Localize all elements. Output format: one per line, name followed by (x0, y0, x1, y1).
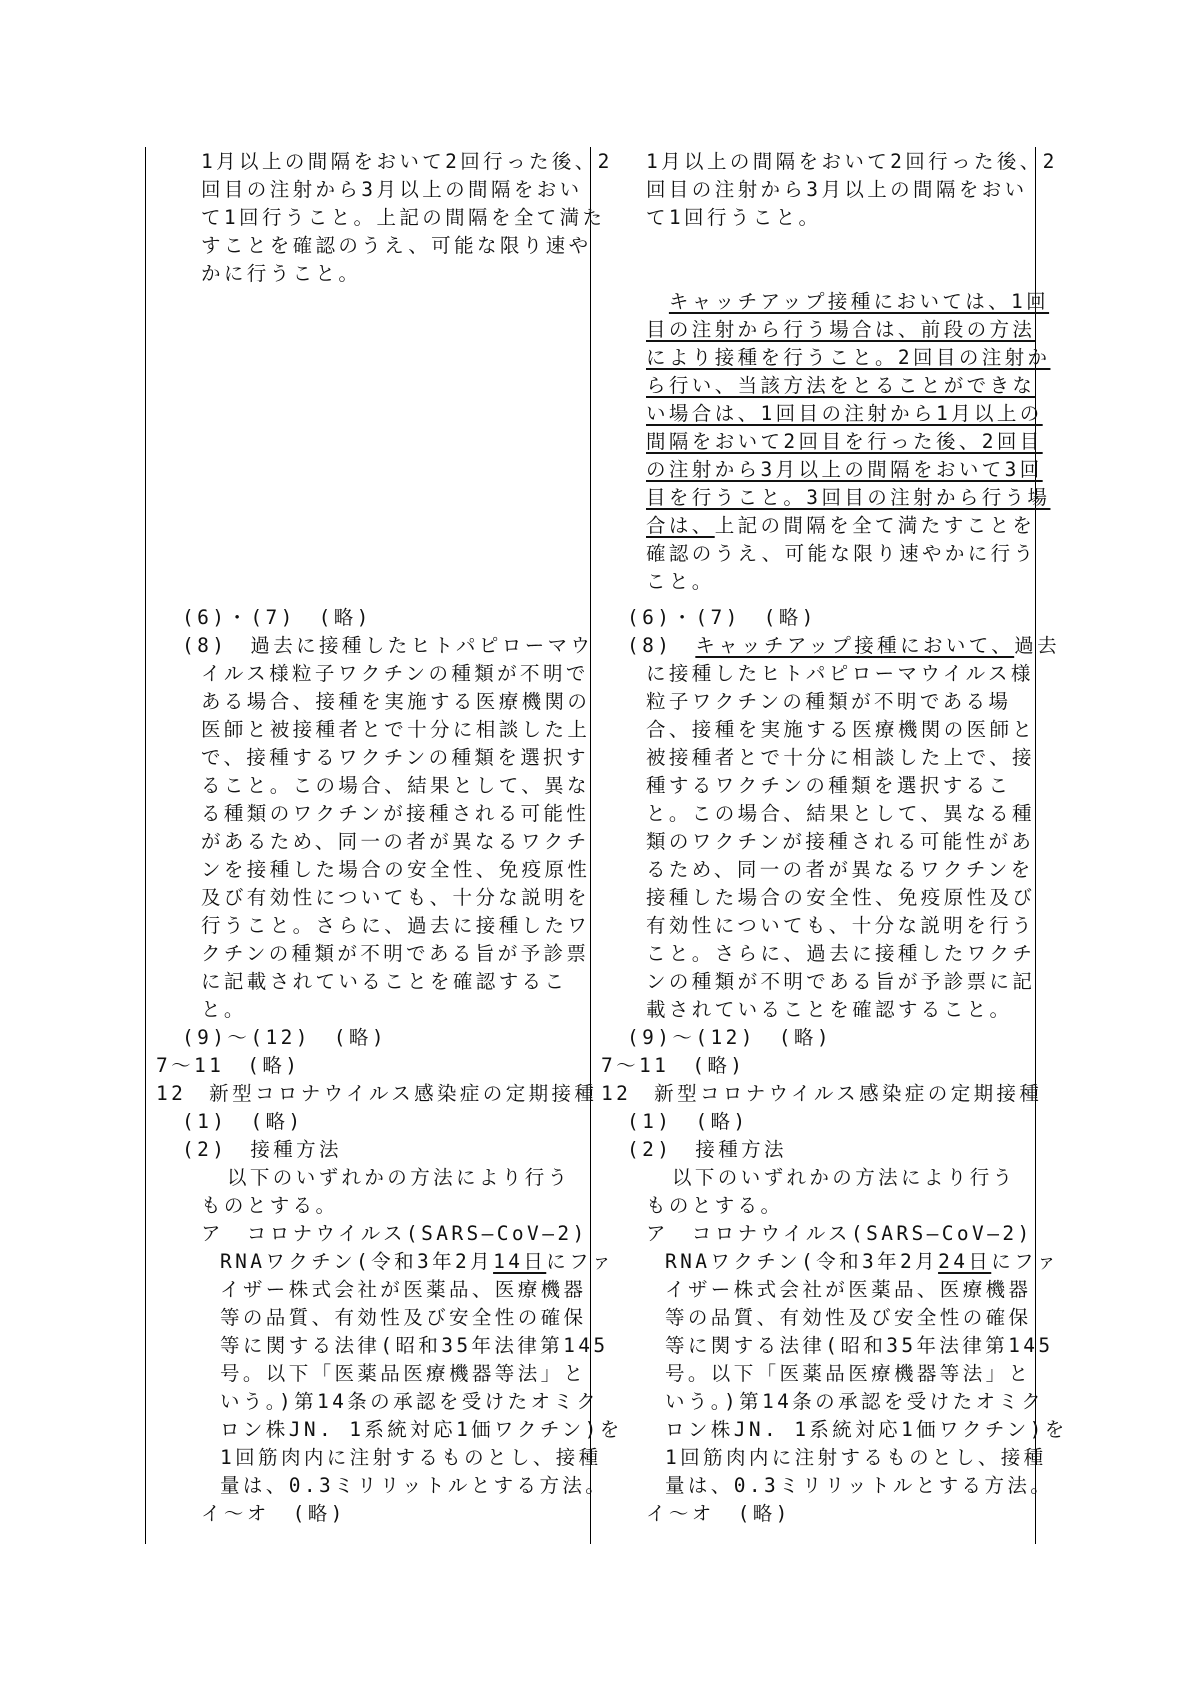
table-left-border (145, 147, 146, 1544)
line-indent (646, 290, 669, 313)
line-text: ア コロナウイルス(SARS—CoV—2) (201, 1222, 588, 1245)
line-text: 等に関する法律(昭和35年法律第145 (665, 1334, 1054, 1357)
text-line (646, 372, 1035, 400)
text-line (646, 1220, 1033, 1248)
text-line (646, 1192, 783, 1220)
underlined-amendment: キャッチアップ接種においては、1回 (668, 290, 1050, 313)
line-text: かに行うこと。 (201, 262, 362, 285)
text-line (601, 1052, 745, 1080)
line-text: ロン株JN. 1系統対応1価ワクチン)を (220, 1418, 623, 1441)
text-line (220, 1444, 602, 1472)
line-text: (9)〜(12) (略) (627, 1026, 832, 1049)
line-text: イザー株式会社が医薬品、医療機器 (665, 1278, 1032, 1301)
text-line (156, 1080, 597, 1108)
text-line (665, 1416, 1068, 1444)
line-text: 行うこと。さらに、過去に接種したワ (201, 914, 591, 937)
text-line (201, 856, 590, 884)
line-text: ること。この場合、結果として、異な (201, 774, 590, 797)
line-text: (6)・(7) (略) (627, 606, 817, 629)
text-line (220, 1360, 586, 1388)
line-text: 等の品質、有効性及び安全性の確保 (665, 1306, 1032, 1329)
text-line (646, 688, 1011, 716)
line-text: 粒子ワクチンの種類が不明である場 (646, 690, 1012, 713)
line-text: に記載されていることを確認するこ (201, 970, 568, 993)
line-text: 1月以上の間隔をおいて2回行った後、2 (646, 150, 1058, 173)
line-text: (1) (略) (182, 1110, 304, 1133)
line-text: 接種した場合の安全性、免疫原性及び (646, 886, 1036, 909)
underlined-amendment: により接種を行うこと。2回目の注射か (646, 346, 1051, 369)
text-line (646, 772, 1011, 800)
text-line (627, 1108, 749, 1136)
line-text: 種するワクチンの種類を選択するこ (646, 774, 1012, 797)
line-text: 量は、0.3ミリリットルとする方法。 (220, 1474, 609, 1497)
line-text: クチンの種類が不明である旨が予診票 (201, 942, 590, 965)
line-text: (9)〜(12) (略) (182, 1026, 387, 1049)
line-text: イルス様粒子ワクチンの種類が不明で (201, 662, 589, 685)
line-text: (2) 接種方法 (627, 1138, 787, 1161)
line-text: 回目の注射から3月以上の間隔をおい (646, 178, 1028, 201)
underlined-amendment: 24日 (938, 1250, 992, 1273)
text-line (646, 884, 1035, 912)
line-text: ものとする。 (201, 1194, 339, 1217)
text-line (601, 1080, 1042, 1108)
line-text: いう。)第14条の承認を受けたオミク (220, 1390, 600, 1413)
underlined-amendment: 目の注射から行う場合は、前段の方法 (646, 318, 1036, 341)
text-line (201, 940, 589, 968)
line-text-after: にファ (546, 1250, 615, 1273)
text-line (665, 1304, 1031, 1332)
text-line (201, 716, 590, 744)
line-text: 等の品質、有効性及び安全性の確保 (220, 1306, 587, 1329)
line-text: ア コロナウイルス(SARS—CoV—2) (646, 1222, 1033, 1245)
text-line (627, 1024, 832, 1052)
line-text: 載されていることを確認すること。 (646, 998, 1013, 1021)
line-text: ンを接種した場合の安全性、免疫原性 (201, 858, 591, 881)
text-line (201, 176, 583, 204)
text-line (646, 484, 1050, 512)
line-text: イザー株式会社が医薬品、医療機器 (220, 1278, 587, 1301)
text-line (227, 1164, 571, 1192)
text-line (665, 1388, 1044, 1416)
text-line (201, 772, 590, 800)
line-text: 1回筋肉内に注射するものとし、接種 (665, 1446, 1047, 1469)
text-line (182, 632, 593, 660)
text-line (646, 940, 1035, 968)
line-text: 確認のうえ、可能な限り速やかに行う (646, 542, 1037, 565)
text-line (627, 632, 1060, 660)
text-line (646, 316, 1035, 344)
line-text: 1月以上の間隔をおいて2回行った後、2 (201, 150, 613, 173)
line-text: る種類のワクチンが接種される可能性 (201, 802, 590, 825)
line-text: 医師と被接種者とで十分に相談した上 (201, 718, 591, 741)
line-text: いう。)第14条の承認を受けたオミク (665, 1390, 1045, 1413)
text-line (220, 1332, 609, 1360)
text-line (646, 800, 1035, 828)
text-line (201, 800, 589, 828)
text-line (201, 148, 613, 176)
line-text: ものとする。 (646, 1194, 784, 1217)
text-line (627, 604, 817, 632)
text-line (201, 660, 589, 688)
line-text: イ〜オ (略) (201, 1502, 346, 1525)
text-line (646, 456, 1043, 484)
line-text: 7〜11 (略) (156, 1054, 301, 1077)
line-text: (2) 接種方法 (182, 1138, 342, 1161)
text-line (646, 540, 1036, 568)
line-text-after: にファ (991, 1250, 1060, 1273)
underlined-amendment: 目を行うこと。3回目の注射から行う場 (646, 486, 1051, 509)
line-text: があるため、同一の者が異なるワクチ (201, 830, 590, 853)
text-line (646, 912, 1035, 940)
line-text: に接種したヒトパピローマウイルス様 (646, 662, 1034, 685)
line-text: 12 新型コロナウイルス感染症の定期接種 (601, 1082, 1043, 1105)
text-line (646, 568, 715, 596)
text-line (220, 1276, 586, 1304)
text-line (182, 604, 372, 632)
underlined-amendment: の注射から3月以上の間隔をおいて3回 (646, 458, 1043, 481)
line-text: 回目の注射から3月以上の間隔をおい (201, 178, 583, 201)
line-text: 1回筋肉内に注射するものとし、接種 (220, 1446, 602, 1469)
text-line (646, 744, 1035, 772)
text-line (201, 204, 605, 232)
line-text: こと。さらに、過去に接種したワクチ (646, 942, 1036, 965)
line-text: 以下のいずれかの方法により行う (227, 1166, 571, 1189)
text-line (201, 744, 589, 772)
line-text: と。この場合、結果として、異なる種 (646, 802, 1035, 825)
line-text: すことを確認のうえ、可能な限り速や (201, 234, 592, 257)
text-line (201, 912, 590, 940)
line-text: 以下のいずれかの方法により行う (672, 1166, 1016, 1189)
line-text: RNAワクチン(令和3年2月 (220, 1250, 494, 1273)
text-line (646, 428, 1043, 456)
text-line (646, 828, 1034, 856)
line-text: (8) (627, 634, 696, 657)
text-line (201, 688, 590, 716)
text-line (672, 1164, 1016, 1192)
text-line (646, 716, 1035, 744)
line-text: 類のワクチンが接種される可能性があ (646, 830, 1035, 853)
text-line (201, 1500, 346, 1528)
text-line (182, 1024, 387, 1052)
text-line (220, 1472, 608, 1500)
line-text: 量は、0.3ミリリットルとする方法。 (665, 1474, 1054, 1497)
line-text: と。 (201, 998, 247, 1021)
line-text: 7〜11 (略) (601, 1054, 746, 1077)
line-text: て1回行うこと。 (646, 206, 822, 229)
line-text: 有効性についても、十分な説明を行う (646, 914, 1035, 937)
text-line (665, 1472, 1053, 1500)
text-line (646, 288, 1049, 316)
underlined-amendment: 間隔をおいて2回目を行った後、2回目 (646, 430, 1043, 453)
text-line (646, 1500, 791, 1528)
text-line (646, 968, 1035, 996)
line-text: 合、接種を実施する医療機関の医師と (646, 718, 1036, 741)
underlined-amendment: い場合は、1回目の注射から1月以上の (646, 402, 1043, 425)
line-text-after: 上記の間隔を全て満たすことを (714, 514, 1036, 537)
line-text: イ〜オ (略) (646, 1502, 791, 1525)
underlined-amendment: 14日 (493, 1250, 547, 1273)
text-line (627, 1136, 787, 1164)
line-text-after: 過去 (1014, 634, 1060, 657)
line-text: 号。以下「医薬品医療機器等法」と (665, 1362, 1032, 1385)
line-text: 等に関する法律(昭和35年法律第145 (220, 1334, 609, 1357)
text-line (201, 968, 567, 996)
line-text: RNAワクチン(令和3年2月 (665, 1250, 939, 1273)
text-line (665, 1360, 1031, 1388)
line-text: ある場合、接種を実施する医療機関の (201, 690, 591, 713)
line-text: るため、同一の者が異なるワクチンを (646, 858, 1034, 881)
text-line (220, 1416, 623, 1444)
text-line (201, 232, 591, 260)
text-line (201, 1192, 338, 1220)
text-line (646, 148, 1058, 176)
line-text: こと。 (646, 570, 715, 593)
text-line (201, 260, 361, 288)
line-text: (8) 過去に接種したヒトパピローマウ (182, 634, 594, 657)
line-text: ロン株JN. 1系統対応1価ワクチン)を (665, 1418, 1068, 1441)
text-line (646, 996, 1012, 1024)
text-line (182, 1108, 304, 1136)
text-line (156, 1052, 300, 1080)
text-line (646, 204, 821, 232)
text-line (201, 828, 590, 856)
text-line (220, 1304, 586, 1332)
text-line (646, 344, 1050, 372)
text-line (220, 1388, 599, 1416)
text-line (665, 1444, 1047, 1472)
line-text: 号。以下「医薬品医療機器等法」と (220, 1362, 587, 1385)
text-line (665, 1276, 1031, 1304)
underlined-amendment: ら行い、当該方法をとることができな (646, 374, 1036, 397)
underlined-amendment: キャッチアップ接種において、 (695, 634, 1015, 657)
text-line (665, 1332, 1054, 1360)
text-line (646, 400, 1043, 428)
text-line (646, 856, 1034, 884)
text-line (201, 884, 590, 912)
line-text: 及び有効性についても、十分な説明を (201, 886, 590, 909)
line-text: (1) (略) (627, 1110, 749, 1133)
line-text: 12 新型コロナウイルス感染症の定期接種 (156, 1082, 598, 1105)
line-text: ンの種類が不明である旨が予診票に記 (646, 970, 1036, 993)
text-line (201, 1220, 588, 1248)
text-line (220, 1248, 615, 1276)
underlined-amendment: 合は、 (646, 514, 715, 537)
text-line (646, 512, 1035, 540)
text-line (201, 996, 247, 1024)
text-line (646, 660, 1034, 688)
text-line (182, 1136, 342, 1164)
line-text: 被接種者とで十分に相談した上で、接 (646, 746, 1035, 769)
line-text: (6)・(7) (略) (182, 606, 372, 629)
line-text: で、接種するワクチンの種類を選択す (201, 746, 589, 769)
text-line (665, 1248, 1060, 1276)
text-line (646, 176, 1028, 204)
line-text: て1回行うこと。上記の間隔を全て満た (201, 206, 606, 229)
